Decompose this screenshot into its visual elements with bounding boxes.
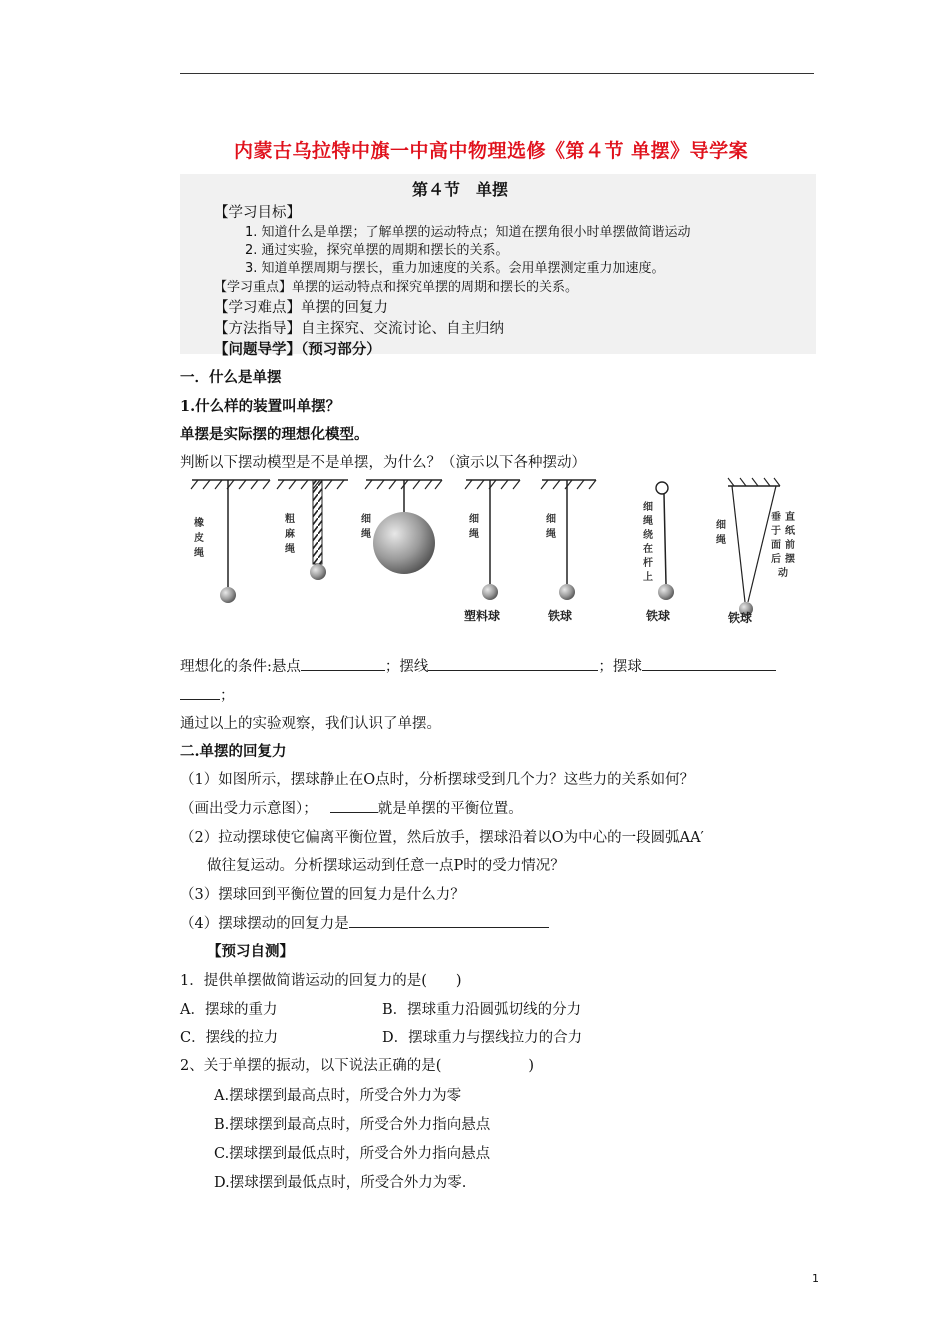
part1-answer: 单摆是实际摆的理想化模型。 (180, 426, 369, 443)
side-label-char: 前 (785, 540, 795, 551)
part2-q4-text: （4）摆球摆动的回复力是 (180, 916, 349, 932)
pendulum-5-ball-label: 铁球 (548, 609, 573, 623)
pendulum-2-label-char: 麻 (285, 529, 295, 540)
self-test-label: 【预习自测】 (207, 943, 294, 960)
pendulum-1-label-char: 绳 (194, 548, 204, 559)
separator: ； (598, 659, 613, 675)
side-label-char: 直 (785, 512, 795, 523)
test-q2-option-a[interactable]: A.摆球摆到最高点时，所受合外力为零 (214, 1088, 462, 1104)
pendulum-6-ball-label: 铁球 (646, 609, 671, 623)
part2-q1b (180, 797, 523, 818)
separator: ； (384, 659, 400, 675)
objective-1: 1. 知道什么是单摆；了解单摆的运动特点；知道在摆角很小时单摆做简谐运动 (245, 225, 691, 240)
ball-blank-continued[interactable] (180, 685, 220, 700)
restoring-force-blank[interactable] (349, 913, 549, 928)
problem-guide-label: 【问题导学】 (214, 342, 301, 358)
pendulum-7-label-char: 绳 (716, 535, 726, 546)
pendulum-1-label-char: 皮 (194, 533, 204, 544)
pendulum-large-ball (361, 480, 442, 574)
pendulum-7-ball-label: 铁球 (728, 611, 753, 625)
test-q2-option-b[interactable]: B.摆球摆到最高点时，所受合外力指向悬点 (214, 1117, 491, 1133)
pendulum-6-label-char: 细 (643, 502, 653, 513)
pendulum-3-label (361, 512, 374, 540)
pendulum-6-label-char: 在 (643, 544, 653, 555)
part2-q1b-prefix: （画出受力示意图）； (180, 801, 318, 817)
pendulum-iron-ball (541, 480, 596, 623)
side-label-char: 垂 (771, 512, 781, 523)
pendulum-3-label-char: 细 (361, 514, 371, 525)
separator: ； (220, 688, 235, 704)
pendulum-4-ball-label: 塑料球 (464, 609, 501, 623)
pendulum-6-label-char: 上 (643, 572, 653, 583)
conditions-line-label: 摆线 (399, 659, 429, 675)
problem-guide-note: （预习部分） (301, 342, 381, 358)
part2-q1a: （1）如图所示，摆球静止在O点时，分析摆球受到几个力？这些力的关系如何？ (180, 772, 695, 788)
method-guide: 【方法指导】自主探究、交流讨论、自主归纳 (214, 321, 504, 337)
pendulum-rubber-band (191, 480, 270, 603)
test-q2-option-c[interactable]: C.摆球摆到最低点时，所受合外力指向悬点 (214, 1146, 491, 1162)
test-q2-option-d[interactable]: D.摆球摆到最低点时，所受合外力为零. (214, 1175, 467, 1191)
section-title: 第４节 单摆 (412, 180, 509, 199)
pendulum-7-side-label (771, 510, 796, 579)
pendulum-2-label (285, 512, 298, 555)
pendulum-wound-rod (643, 482, 674, 623)
pendulum-1-label-char: 橡 (194, 518, 204, 529)
pendulum-bifilar (716, 478, 796, 625)
header-rule (180, 73, 814, 74)
pendulum-1-label (194, 516, 207, 559)
objective-2: 2. 通过实验，探究单摆的周期和摆长的关系。 (245, 243, 509, 258)
part2-q1b-suffix: 就是单摆的平衡位置。 (377, 801, 523, 817)
key-point: 【学习重点】单摆的运动特点和探究单摆的周期和摆长的关系。 (214, 280, 579, 295)
side-label-char: 于 (771, 526, 781, 537)
pendulum-4-label (469, 512, 482, 540)
pendulum-5-label-char: 绳 (546, 529, 556, 540)
test-q1-option-d[interactable]: D．摆球重力与摆线拉力的合力 (382, 1030, 583, 1046)
equilibrium-blank[interactable] (330, 798, 378, 813)
part2-q2b: 做往复运动。分析摆球运动到任意一点P时的受力情况？ (207, 858, 565, 874)
pendulum-7-label-char: 细 (716, 520, 726, 531)
side-label-char: 动 (778, 568, 788, 579)
observation-text: 通过以上的实验观察，我们认识了单摆。 (180, 716, 441, 732)
pendulum-4-label-char: 细 (469, 514, 479, 525)
part2-q2a: （2）拉动摆球使它偏离平衡位置，然后放手，摆球沿着以O为中心的一段圆弧AA′ (180, 830, 704, 846)
test-q1: 1．提供单摆做简谐运动的回复力的是( ) (180, 973, 462, 989)
objective-3: 3. 知道单摆周期与摆长，重力加速度的关系。会用单摆测定重力加速度。 (245, 261, 665, 276)
test-q1-option-a[interactable]: A．摆球的重力 (180, 1002, 278, 1018)
conditions-pivot-label: 理想化的条件:悬点 (180, 659, 301, 675)
pendulum-2-label-char: 粗 (285, 514, 295, 525)
pendulum-6-label-char: 杆 (643, 558, 653, 569)
pendulum-5-label-char: 细 (546, 514, 556, 525)
pendulum-hemp-rope (277, 480, 348, 580)
side-label-char: 摆 (785, 554, 795, 565)
pendulum-6-label-char: 绕 (643, 530, 653, 541)
ideal-conditions-line (180, 655, 776, 676)
part1-prompt: 判断以下摆动模型是不是单摆，为什么？（演示以下各种摆动） (180, 455, 586, 471)
test-q1-option-c[interactable]: C．摆线的拉力 (180, 1030, 279, 1046)
part1-question: 1.什么样的装置叫单摆？ (180, 398, 341, 415)
objectives-label: 【学习目标】 (214, 205, 301, 221)
pendulum-models-figure (180, 470, 800, 630)
test-q1-option-b[interactable]: B．摆球重力沿圆弧切线的分力 (382, 1002, 582, 1018)
pendulum-plastic-ball (464, 480, 520, 623)
conditions-ball-label: 摆球 (612, 659, 642, 675)
pivot-blank[interactable] (301, 656, 385, 671)
ideal-conditions-continued (180, 684, 235, 705)
pendulum-4-label-char: 绳 (469, 529, 479, 540)
part1-heading: 一．什么是单摆 (180, 369, 282, 386)
pendulum-5-label (546, 512, 559, 540)
part2-q4 (180, 912, 549, 933)
test-q2: 2、关于单摆的振动，以下说法正确的是( ) (180, 1058, 535, 1074)
pendulum-2-label-char: 绳 (285, 544, 295, 555)
document-title: 内蒙古乌拉特中旗一中高中物理选修《第４节 单摆》导学案 (234, 140, 749, 162)
part2-heading: 二.单摆的回复力 (180, 743, 287, 760)
pendulum-6-label-char: 绳 (643, 516, 653, 527)
difficulty: 【学习难点】单摆的回复力 (214, 300, 388, 316)
page-number: 1 (812, 1272, 819, 1285)
part2-q3: （3）摆球回到平衡位置的回复力是什么力？ (180, 887, 465, 903)
side-label-char: 面 (771, 540, 781, 551)
problem-guide (214, 338, 381, 359)
pendulum-7-label (716, 518, 729, 546)
line-blank[interactable] (428, 656, 598, 671)
pendulum-6-label (643, 500, 656, 583)
side-label-char: 纸 (785, 526, 795, 537)
side-label-char: 后 (771, 554, 781, 565)
pendulum-3-label-char: 绳 (361, 529, 371, 540)
ball-blank[interactable] (642, 656, 776, 671)
